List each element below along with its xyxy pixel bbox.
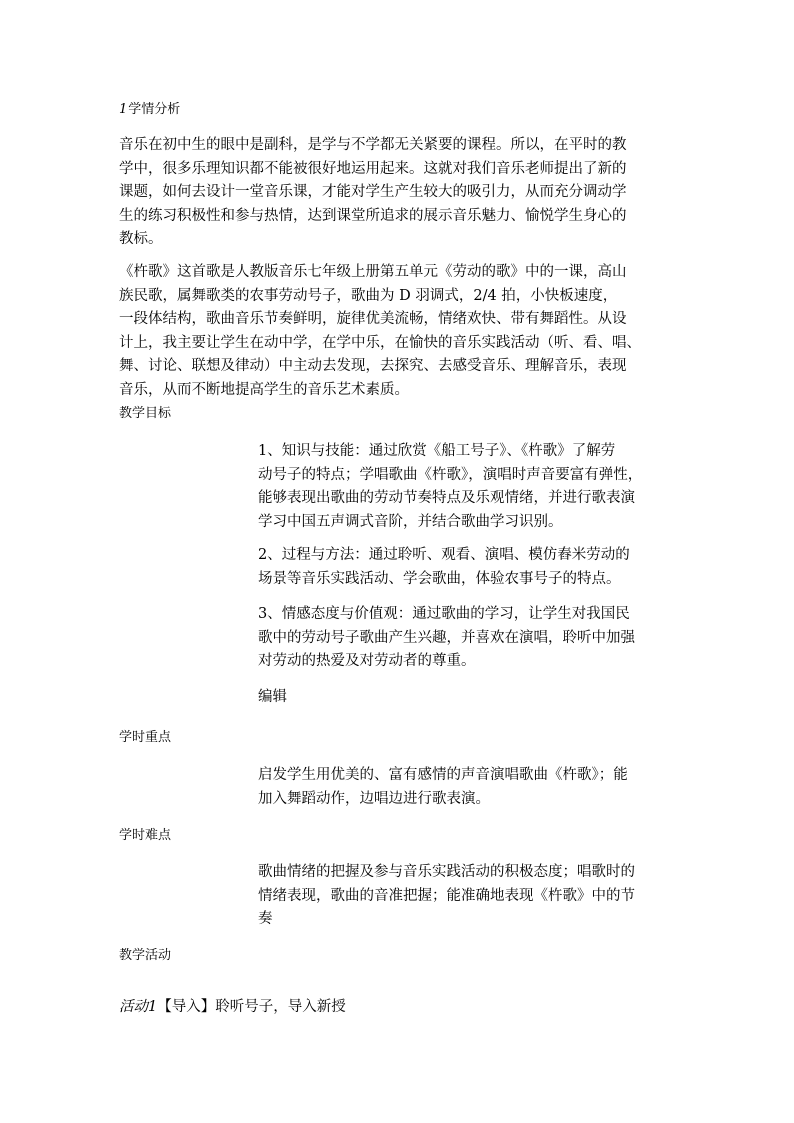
- text-line: 一段体结构，歌曲音乐节奏鲜明，旋律优美流畅，情绪欢快、带有舞蹈性。从设: [119, 311, 627, 327]
- text-line: 教标。: [119, 231, 163, 247]
- text-line: 音乐在初中生的眼中是副科，是学与不学都无关紧要的课程。所以，在平时的教: [119, 137, 627, 153]
- text-line: 场景等音乐实践活动、学会歌曲，体验农事号子的特点。: [258, 570, 621, 587]
- section-heading-text: 学情分析: [128, 102, 181, 117]
- text-line: 歌曲情绪的把握及参与音乐实践活动的积极态度；唱歌时的: [258, 864, 635, 880]
- activity-heading: [119, 996, 346, 1020]
- text-line: 课题，如何去设计一堂音乐课，才能对学生产生较大的吸引力，从而充分调动学: [119, 184, 627, 200]
- text-line: 舞、讨论、联想及律动）中主动去发现，去探究、去感受音乐、理解音乐，表现: [119, 358, 627, 374]
- section-heading-key: 学时重点: [119, 730, 172, 745]
- section-number: 1: [119, 102, 128, 117]
- key-paragraph: [258, 764, 628, 811]
- text-line: 《杵歌》这首歌是人教版音乐七年级上册第五单元《劳动的歌》中的一课，高山: [119, 264, 627, 280]
- text-line: 歌中的劳动号子歌曲产生兴趣，并喜欢在演唱，聆听中加强: [258, 629, 635, 646]
- section-heading-analysis: [119, 101, 180, 119]
- goal-item-2: [258, 544, 630, 591]
- text-line: 生的练习积极性和参与热情，达到课堂所追求的展示音乐魅力、愉悦学生身心的: [119, 207, 627, 224]
- text-line: 加入舞蹈动作，边唱边进行歌表演。: [258, 790, 490, 807]
- goal-item-3: [258, 603, 635, 674]
- analysis-paragraph-1: [119, 134, 627, 252]
- section-heading-goals: 教学目标: [119, 406, 172, 421]
- text-line: 2、过程与方法：通过聆听、观看、演唱、模仿舂米劳动的: [258, 547, 630, 563]
- text-line: 学习中国五声调式音阶，并结合歌曲学习识别。: [258, 513, 563, 530]
- text-line: 音乐，从而不断地提高学生的音乐艺术素质。: [119, 381, 409, 398]
- section-heading-difficulty: 学时难点: [119, 828, 172, 843]
- goal-item-1: [258, 440, 642, 534]
- section-heading-activities: 教学活动: [119, 948, 172, 963]
- activity-title: 聆听号子，导入新授: [215, 999, 346, 1015]
- text-line: 学中，很多乐理知识都不能被很好地运用起来。这就对我们音乐老师提出了新的: [119, 160, 627, 177]
- text-line: 对劳动的热爱及对劳动者的尊重。: [258, 653, 476, 669]
- analysis-paragraph-2: [119, 261, 641, 402]
- activity-number: 1: [148, 999, 158, 1015]
- difficulty-paragraph: [258, 861, 635, 932]
- activity-prefix: 活动: [119, 999, 148, 1015]
- edit-label[interactable]: 编辑: [258, 689, 287, 705]
- text-line: 启发学生用优美的、富有感情的声音演唱歌曲《杵歌》；能: [258, 767, 628, 783]
- text-line: 3、情感态度与价值观：通过歌曲的学习，让学生对我国民: [258, 606, 630, 622]
- activity-tag: 【导入】: [157, 999, 216, 1015]
- text-line: 族民歌，属舞歌类的农事劳动号子，歌曲为 D 羽调式，2/4 拍，小快板速度，: [119, 287, 618, 304]
- text-line: 计上，我主要让学生在动中学，在学中乐，在愉快的音乐实践活动（听、看、唱、: [119, 334, 641, 351]
- edit-link[interactable]: [258, 686, 287, 710]
- text-line: 能够表现出歌曲的劳动节奏特点及乐观情绪，并进行歌表演: [258, 490, 635, 506]
- text-line: 动号子的特点；学唱歌曲《杵歌》，演唱时声音要富有弹性，: [258, 466, 643, 483]
- text-line: 奏: [258, 911, 273, 927]
- text-line: 情绪表现，歌曲的音准把握；能准确地表现《杵歌》中的节: [258, 887, 635, 904]
- text-line: 1、知识与技能：通过欣赏《船工号子》、《杵歌》了解劳: [258, 443, 616, 459]
